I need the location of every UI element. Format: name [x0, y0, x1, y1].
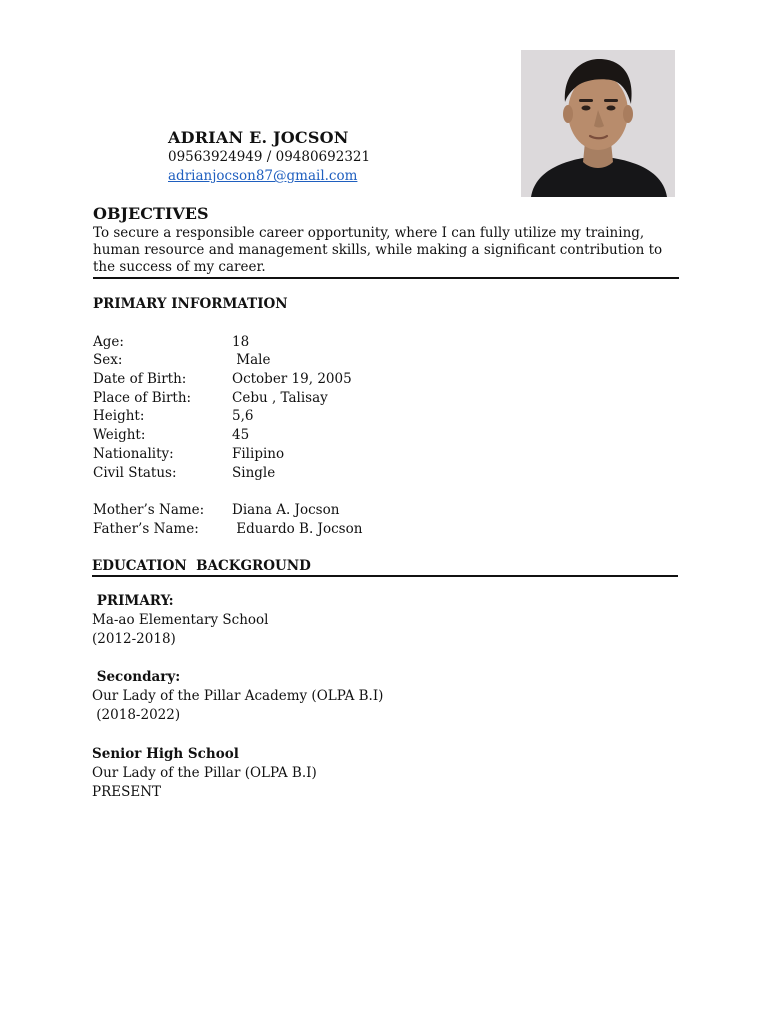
fathers-name-value: Eduardo B. Jocson: [232, 521, 363, 537]
sex-label: Sex:: [93, 352, 123, 368]
section-divider: [93, 277, 679, 279]
primary-school-heading: PRIMARY:: [92, 593, 174, 609]
nationality-value: Filipino: [232, 446, 285, 462]
section-divider: [92, 575, 678, 577]
senior-high-school-name: Our Lady of the Pillar (OLPA B.I): [92, 765, 317, 781]
fathers-name-label: Father’s Name:: [93, 521, 199, 537]
secondary-school-heading: Secondary:: [92, 669, 181, 685]
civil-status-value: Single: [232, 465, 276, 481]
date-of-birth-label: Date of Birth:: [93, 371, 187, 387]
height-value: 5,6: [232, 408, 254, 424]
senior-high-heading: Senior High School: [92, 746, 239, 762]
phone-numbers: 09563924949 / 09480692321: [168, 149, 371, 165]
place-of-birth-label: Place of Birth:: [93, 390, 192, 406]
primary-school-years: (2012-2018): [92, 631, 176, 647]
primary-information-heading: PRIMARY INFORMATION: [93, 296, 288, 312]
secondary-school-name: Our Lady of the Pillar Academy (OLPA B.I): [92, 688, 384, 704]
objectives-text: To secure a responsible career opportunity, where I can fully utilize my training, human resource and management skills, while making a significant contribution to the success of my career.: [93, 225, 663, 275]
objectives-heading: OBJECTIVES: [93, 204, 209, 223]
profile-photo: [521, 50, 675, 197]
senior-high-status: PRESENT: [92, 784, 162, 800]
applicant-name: ADRIAN E. JOCSON: [168, 128, 349, 147]
mothers-name-value: Diana A. Jocson: [232, 502, 340, 518]
date-of-birth-value: October 19, 2005: [232, 371, 352, 387]
primary-school-name: Ma-ao Elementary School: [92, 612, 269, 628]
weight-value: 45: [232, 427, 250, 443]
secondary-school-years: (2018-2022): [92, 707, 181, 723]
nationality-label: Nationality:: [93, 446, 174, 462]
age-value: 18: [232, 334, 250, 350]
email-link[interactable]: adrianjocson87@gmail.com: [168, 168, 358, 184]
place-of-birth-value: Cebu , Talisay: [232, 390, 328, 406]
age-label: Age:: [93, 334, 124, 350]
education-background-heading: EDUCATION BACKGROUND: [92, 558, 311, 574]
civil-status-label: Civil Status:: [93, 465, 177, 481]
mothers-name-label: Mother’s Name:: [93, 502, 205, 518]
sex-value: Male: [232, 352, 271, 368]
height-label: Height:: [93, 408, 145, 424]
weight-label: Weight:: [93, 427, 146, 443]
